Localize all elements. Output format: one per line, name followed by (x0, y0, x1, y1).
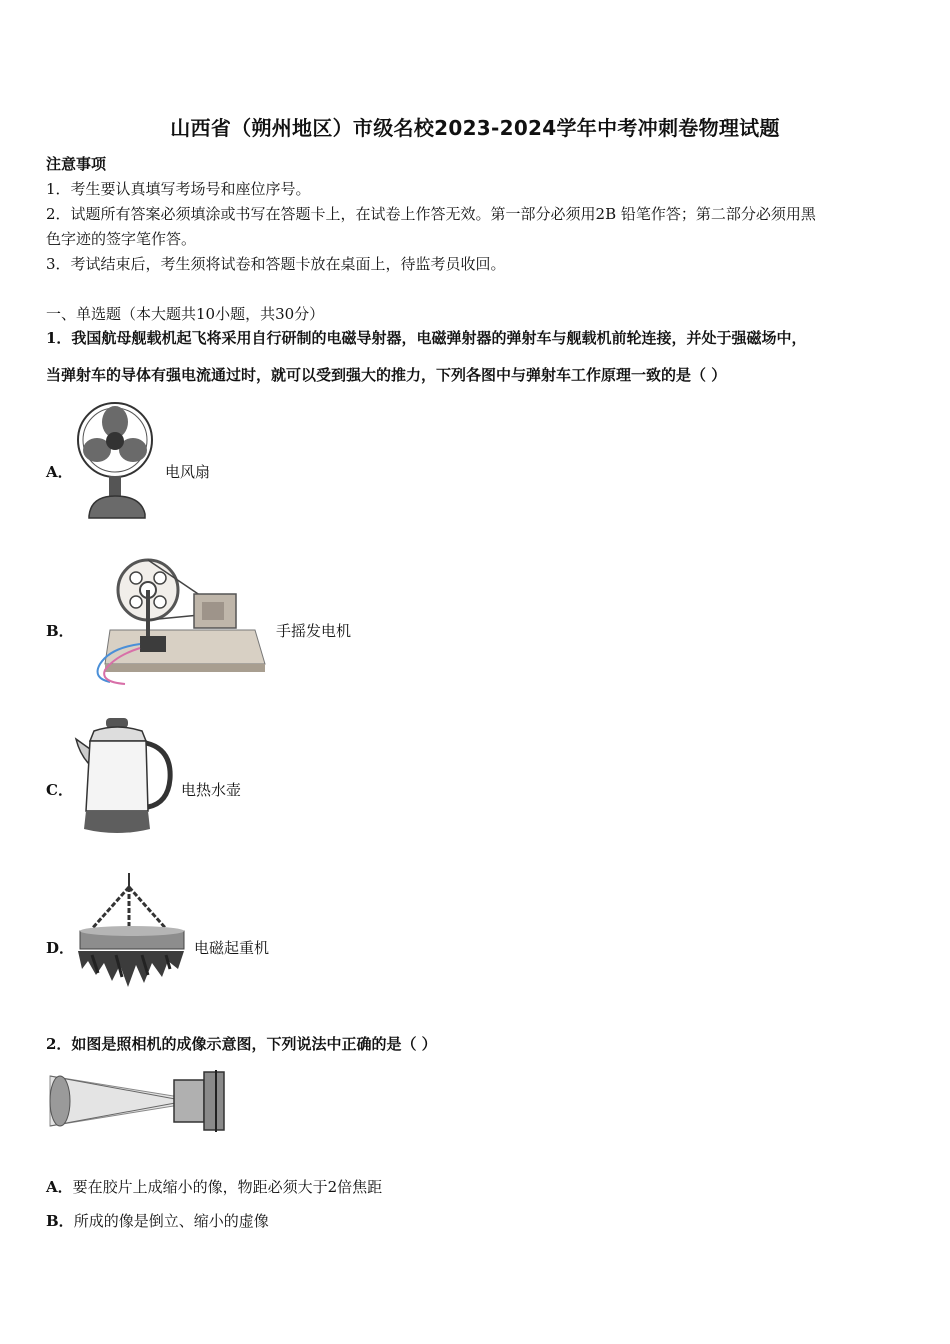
option-b-letter: B． (46, 622, 74, 640)
option-b-letter: B． (46, 1212, 74, 1230)
option-b-label: 手摇发电机 (276, 622, 352, 640)
electric-kettle-image (72, 715, 178, 837)
option-c-label: 电热水壶 (181, 781, 242, 799)
question-1-line-2: 当弹射车的导体有强电流通过时，就可以受到强大的推力，下列各图中与弹射车工作原理一致的是（ ） (46, 366, 727, 384)
question-1-line-1: 1．我国航母舰载机起飞将采用自行研制的电磁导射器，电磁弹射器的弹射车与舰载机前轮连接，并处于强磁场中， (46, 329, 807, 347)
option-d-label: 电磁起重机 (194, 939, 270, 957)
question-2-stem: 2．如图是照相机的成像示意图，下列说法中正确的是（ ） (46, 1035, 437, 1053)
option-b-text: 所成的像是倒立、缩小的虚像 (73, 1212, 269, 1230)
option-a-letter: A． (46, 463, 73, 481)
notice-item: 色字迹的签字笔作答。 (46, 230, 197, 248)
option-a-letter: A． (46, 1178, 73, 1196)
question-2-option-b (46, 1210, 269, 1231)
notice-heading: 注意事项 (46, 155, 107, 173)
notice-item: 2．试题所有答案必须填涂或书写在答题卡上，在试卷上作答无效。第一部分必须用2B 铅笔作答；第二部分必须用黑 (46, 205, 816, 223)
camera-imaging-diagram (44, 1066, 230, 1132)
page-title: 山西省（朔州地区）市级名校2023-2024学年中考冲刺卷物理试题 (170, 116, 780, 140)
section-heading: 一、单选题（本大题共10小题，共30分） (46, 305, 325, 323)
hand-generator-image (70, 552, 270, 690)
option-c-letter: C． (46, 781, 73, 799)
option-a-text: 要在胶片上成缩小的像，物距必须大于2倍焦距 (72, 1178, 383, 1196)
electromagnetic-crane-image (72, 873, 190, 1003)
option-a-label: 电风扇 (165, 463, 211, 481)
question-2-option-a (46, 1176, 382, 1197)
notice-item: 1．考生要认真填写考场号和座位序号。 (46, 180, 311, 198)
electric-fan-image (75, 398, 157, 525)
option-d-letter: D． (46, 939, 75, 957)
notice-item: 3．考试结束后，考生须将试卷和答题卡放在桌面上，待监考员收回。 (46, 255, 506, 273)
